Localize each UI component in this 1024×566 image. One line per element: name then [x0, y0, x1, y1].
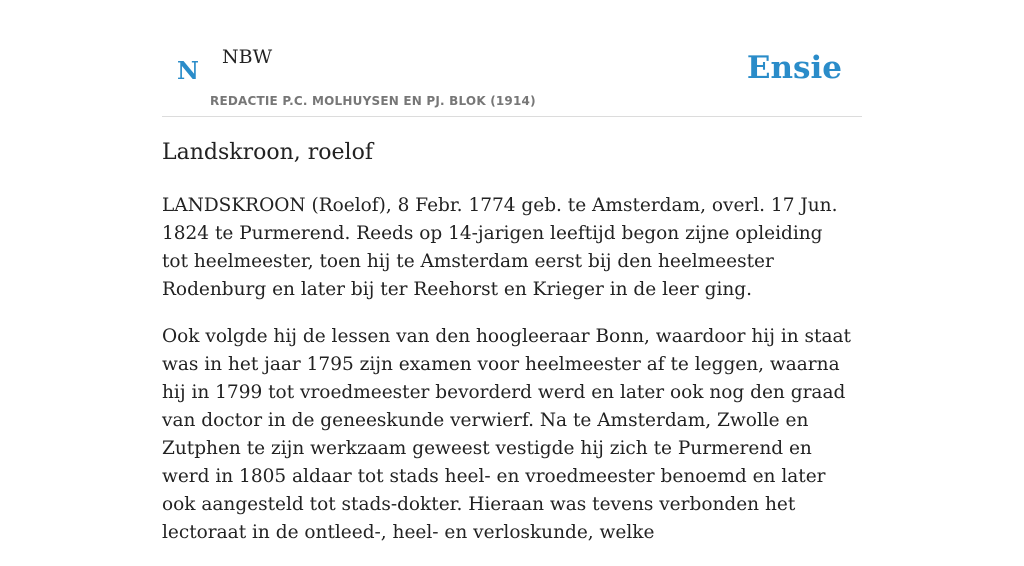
work-editors: REDACTIE P.C. MOLHUYSEN EN PJ. BLOK (1914): [210, 94, 536, 108]
article-body: [162, 192, 852, 566]
article-paragraph: LANDSKROON (Roelof), 8 Febr. 1774 geb. te Amsterdam, overl. 17 Jun. 1824 te Purmerend. Reeds op 14-jarigen leeftijd begon zijne opleiding tot heelmeester, toen hij te Amsterdam eerst bij den heelmeester Rodenburg en later bij ter Reehorst en Krieger in de leer ging.: [162, 195, 838, 300]
work-title[interactable]: NBW: [222, 46, 273, 68]
article-title: Landskroon, roelof: [162, 140, 373, 165]
page-header: [162, 0, 862, 117]
article-paragraph: Ook volgde hij de lessen van den hoogleeraar Bonn, waardoor hij in staat was in het jaar 1795 zijn examen voor heelmeester af te leggen, waarna hij in 1799 tot vroedmeester bevorderd werd en later ook nog den graad van doctor in de geneeskunde verwierf. Na te Amsterdam, Zwolle en Zutphen te zijn werkzaam geweest vestigde hij zich te Purmerend en werd in 1805 aldaar tot stads heel- en vroedmeester benoemd en later ook aangesteld tot stads-dokter. Hieraan was tevens verbonden het lectoraat in de ontleed-, heel- en verloskunde, welke: [162, 326, 851, 543]
work-logo-icon: N: [177, 56, 199, 85]
brand-logo-link[interactable]: Ensie: [746, 50, 842, 86]
